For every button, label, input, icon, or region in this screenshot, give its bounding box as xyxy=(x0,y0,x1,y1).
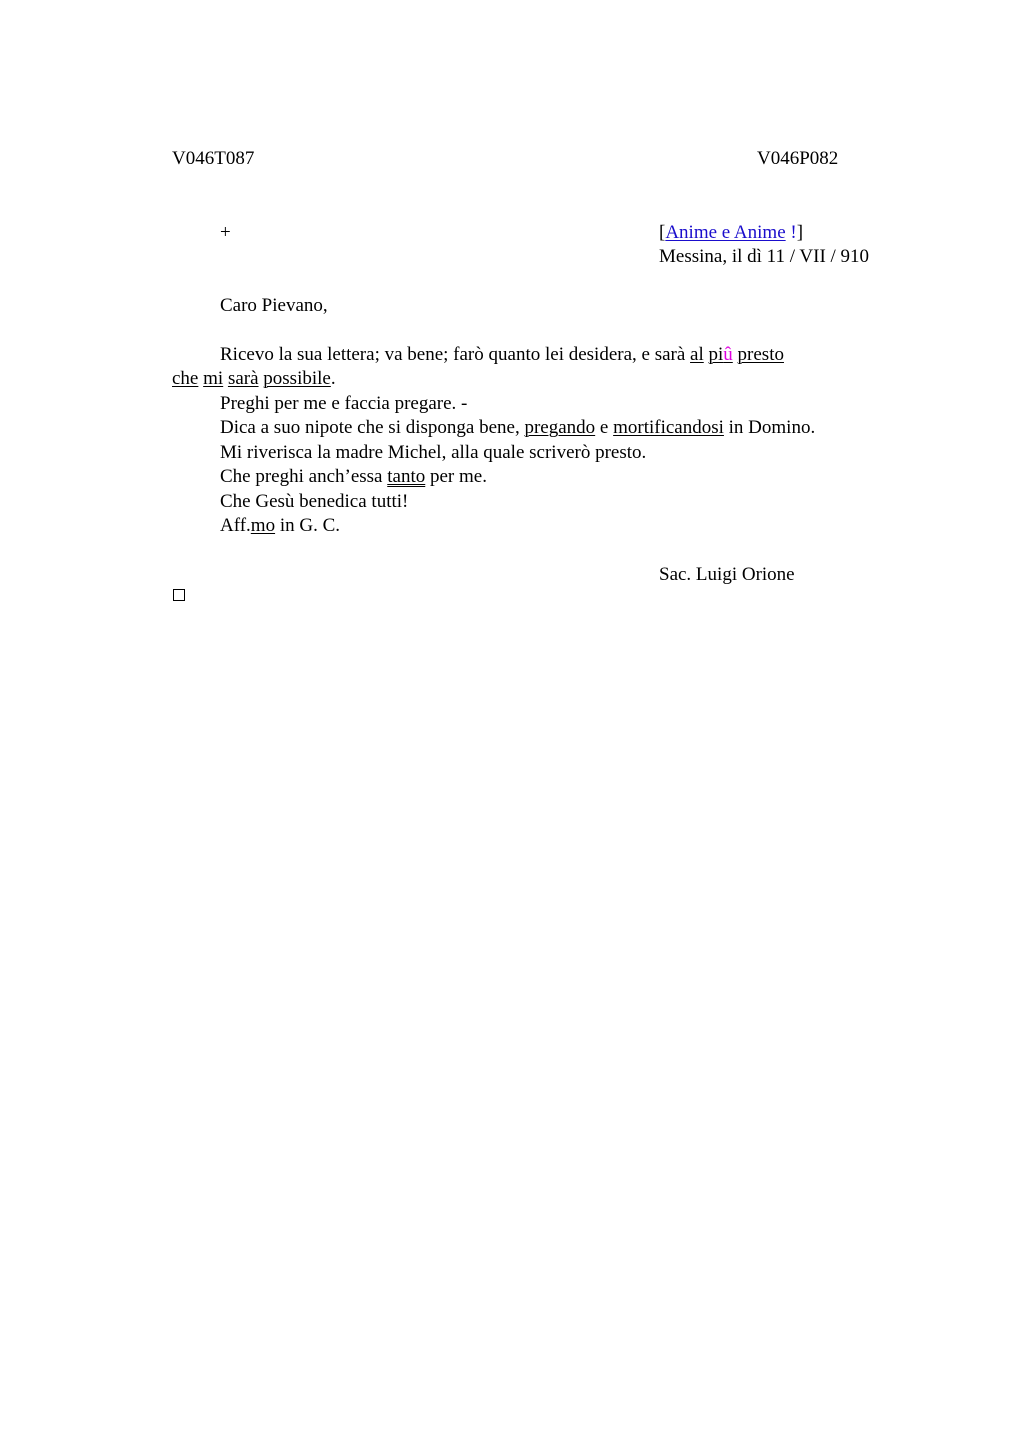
note-exclaim: ! xyxy=(785,222,797,243)
body-text: pi xyxy=(708,344,724,365)
body-line-2 xyxy=(172,367,336,391)
place-date: Messina, il dì 11 / VII / 910 xyxy=(659,246,870,267)
underlined-word: mortificandosi xyxy=(613,417,724,438)
underlined-word: mo xyxy=(250,515,276,536)
cross-mark: + xyxy=(220,222,231,243)
document-code-right: V046P082 xyxy=(757,148,839,169)
note-open-bracket: [ xyxy=(659,222,666,243)
note-close-bracket: ] xyxy=(796,222,804,243)
body-text: per me. xyxy=(425,466,487,487)
underlined-word: sarà xyxy=(227,368,259,389)
salutation: Caro Pievano, xyxy=(220,295,328,316)
body-line-3: Preghi per me e faccia pregare. - xyxy=(220,393,468,414)
body-text: in Domino. xyxy=(723,417,816,438)
body-text: Aff. xyxy=(220,515,251,536)
underlined-word: possibile xyxy=(263,368,331,389)
body-text: Che preghi anch’essa xyxy=(220,466,388,487)
underlined-word: mi xyxy=(203,368,224,389)
body-text: Dica a suo nipote che si disponga bene, xyxy=(220,417,525,438)
underlined-word xyxy=(709,344,733,365)
body-line-5: Mi riverisca la madre Michel, alla quale scriverò presto. xyxy=(220,442,647,463)
body-text: . xyxy=(330,368,336,389)
body-line-6 xyxy=(220,465,487,489)
document-code-left: V046T087 xyxy=(172,148,255,169)
anime-e-anime-link[interactable]: Anime e Anime xyxy=(665,222,786,243)
underlined-word: che xyxy=(172,368,199,389)
archive-note xyxy=(659,221,803,245)
body-text: in G. C. xyxy=(275,515,341,536)
body-line-8 xyxy=(220,514,340,538)
signature: Sac. Luigi Orione xyxy=(659,564,795,585)
double-underlined-word: tanto xyxy=(387,466,426,487)
body-text: Ricevo la sua lettera; va bene; farò quanto lei desidera, e sarà xyxy=(220,344,691,365)
body-text: e xyxy=(595,417,614,438)
underlined-word: presto xyxy=(737,344,784,365)
correction-mark: û xyxy=(723,344,733,365)
underlined-word: pregando xyxy=(524,417,596,438)
body-line-1 xyxy=(220,343,784,367)
underlined-word: al xyxy=(690,344,704,365)
body-line-4 xyxy=(220,416,815,440)
end-box-icon xyxy=(173,589,185,601)
body-line-7: Che Gesù benedica tutti! xyxy=(220,491,409,512)
